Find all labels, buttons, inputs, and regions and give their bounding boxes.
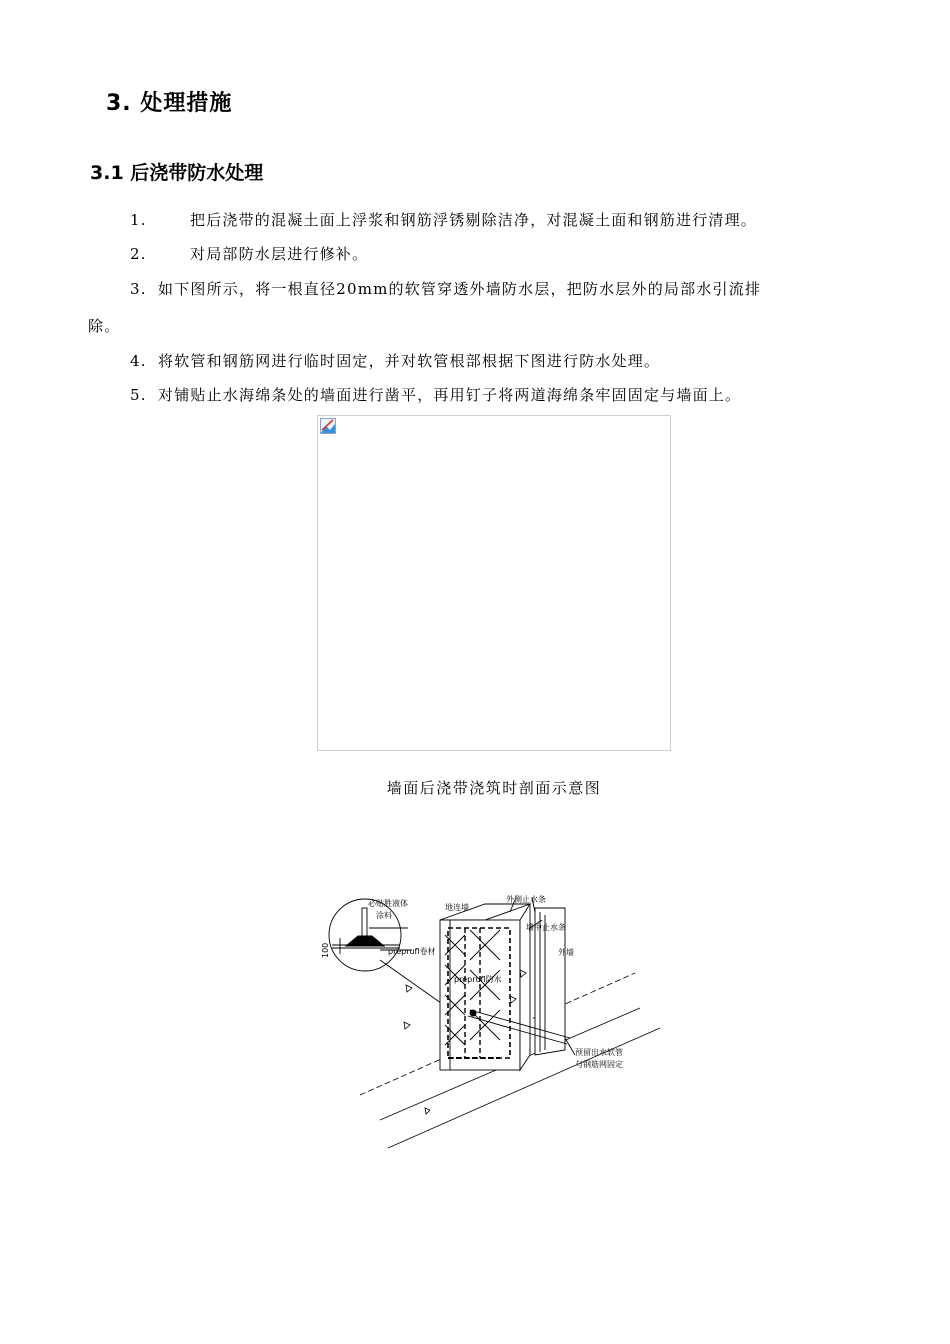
broken-image-icon bbox=[320, 418, 336, 434]
section-heading: 3. 处理措施 bbox=[106, 91, 233, 116]
subsection-heading: 3.1 后浇带防水处理 bbox=[90, 162, 264, 184]
figure-caption: 墙面后浇带浇筑时剖面示意图 bbox=[386, 779, 602, 797]
step-text: 对局部防水层进行修补。 bbox=[190, 245, 369, 263]
waterproofing-section-diagram bbox=[320, 890, 680, 1155]
step-number: 2. bbox=[130, 245, 147, 263]
step-text: 如下图所示，将一根直径20mm的软管穿透外墙防水层，把防水层外的局部水引流排 bbox=[158, 280, 762, 298]
label-dim: 100 bbox=[321, 942, 330, 958]
step-number: 3. bbox=[130, 280, 147, 298]
label-hose-2: 与钢筋网固定 bbox=[575, 1060, 623, 1069]
step-text: 将软管和钢筋网进行临时固定，并对软管根部根据下图进行防水处理。 bbox=[158, 352, 661, 370]
step-5 bbox=[130, 384, 741, 405]
step-4 bbox=[130, 350, 660, 371]
step-text: 对铺贴止水海绵条处的墙面进行凿平，再用钉子将两道海绵条牢固固定与墙面上。 bbox=[158, 386, 742, 404]
step-2 bbox=[130, 243, 368, 264]
step-number: 4. bbox=[130, 352, 147, 370]
figure-placeholder bbox=[317, 415, 671, 751]
step-1 bbox=[130, 209, 757, 230]
label-wall1: 地连墙 bbox=[445, 903, 469, 912]
label-outer-wall: 外墙 bbox=[558, 948, 574, 957]
label-gel-1: 必贴胜液体 bbox=[368, 899, 408, 908]
label-membrane: preprufl卷材 bbox=[388, 947, 436, 956]
step-number: 1. bbox=[130, 211, 147, 229]
step-number: 5. bbox=[130, 386, 147, 404]
label-waterproof: preprufl防水 bbox=[454, 975, 502, 984]
step-3 bbox=[130, 278, 761, 299]
step-text: 把后浇带的混凝土面上浮浆和钢筋浮锈剔除洁净，对混凝土面和钢筋进行清理。 bbox=[190, 211, 758, 229]
label-gel-2: 涂料 bbox=[376, 911, 392, 920]
step-3-continuation: 除。 bbox=[88, 317, 121, 335]
label-mid-stop: 墙中止水条 bbox=[526, 923, 566, 932]
label-hose-1: 预留出水软管 bbox=[575, 1048, 623, 1057]
label-outer-stop: 外侧止水条 bbox=[506, 895, 546, 904]
